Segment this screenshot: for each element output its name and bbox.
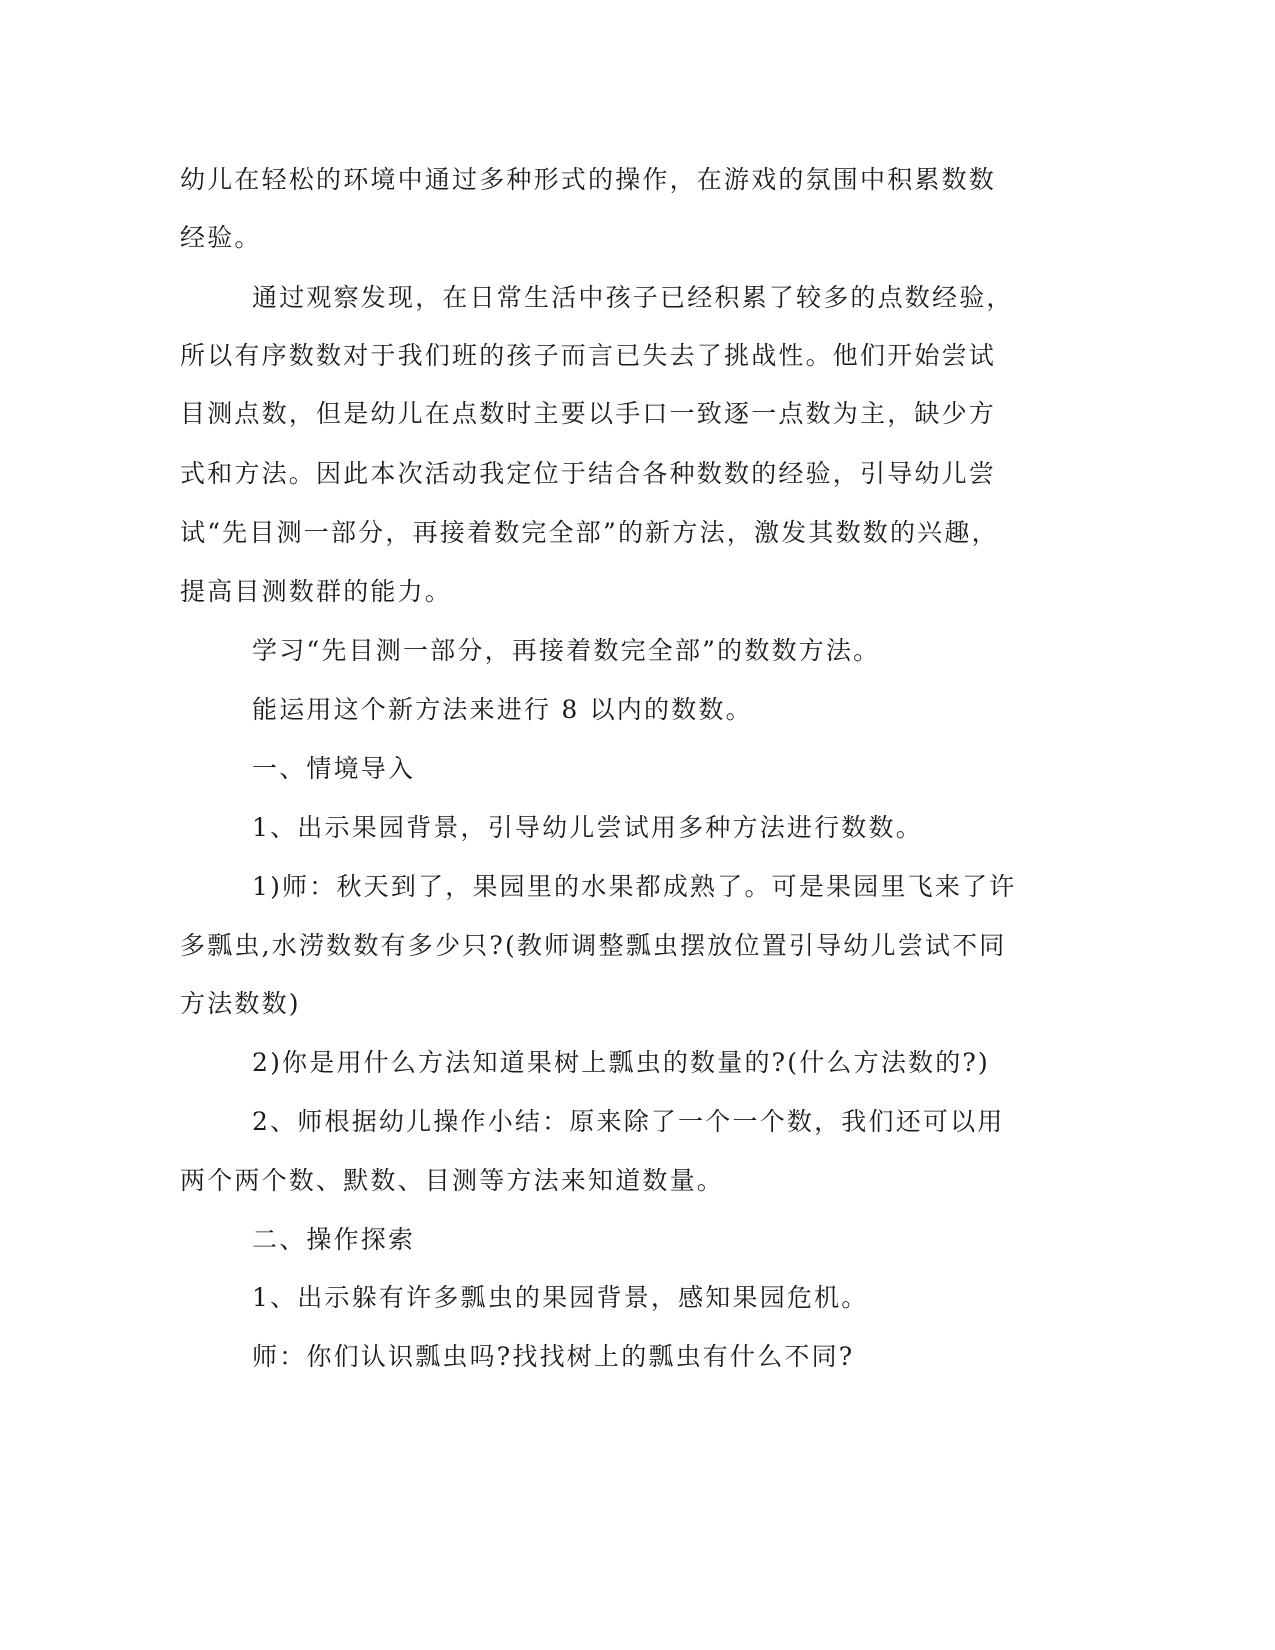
text-line: 方法数数) [180,989,301,1018]
text-line: 提高目测数群的能力。 [180,577,453,606]
text-line: 2)你是用什么方法知道果树上瓢虫的数量的?(什么方法数的?) [252,1048,990,1077]
text-line: 经验。 [180,223,262,252]
text-line: 2、师根据幼儿操作小结：原来除了一个一个数，我们还可以用 [252,1107,1005,1136]
text-line: 目测点数，但是幼儿在点数时主要以手口一致逐一点数为主，缺少方 [180,399,997,428]
section-heading: 一、情境导入 [252,754,416,783]
text-line: 多瓢虫,水涝数数有多少只?(教师调整瓢虫摆放位置引导幼儿尝试不同 [180,931,1007,960]
text-line: 通过观察发现，在日常生活中孩子已经积累了较多的点数经验， [252,283,1014,312]
text-line: 师：你们认识瓢虫吗?找找树上的瓢虫有什么不同? [252,1342,855,1371]
text-line: 1、出示果园背景，引导幼儿尝试用多种方法进行数数。 [252,813,923,842]
text-line: 试“先目测一部分，再接着数完全部”的新方法，激发其数数的兴趣， [180,518,999,547]
text-line: 能运用这个新方法来进行 8 以内的数数。 [252,695,753,724]
text-line: 学习“先目测一部分，再接着数完全部”的数数方法。 [252,636,881,665]
text-line: 幼儿在轻松的环境中通过多种形式的操作，在游戏的氛围中积累数数 [180,165,997,194]
text-line: 1)师：秋天到了，果园里的水果都成熟了。可是果园里飞来了许 [252,872,1017,901]
text-line: 所以有序数数对于我们班的孩子而言已失去了挑战性。他们开始尝试 [180,341,997,370]
text-line: 式和方法。因此本次活动我定位于结合各种数数的经验，引导幼儿尝 [180,459,997,488]
text-line: 1、出示躲有许多瓢虫的果园背景，感知果园危机。 [252,1283,869,1312]
text-line: 两个两个数、默数、目测等方法来知道数量。 [180,1166,725,1195]
section-heading: 二、操作探索 [252,1225,416,1254]
